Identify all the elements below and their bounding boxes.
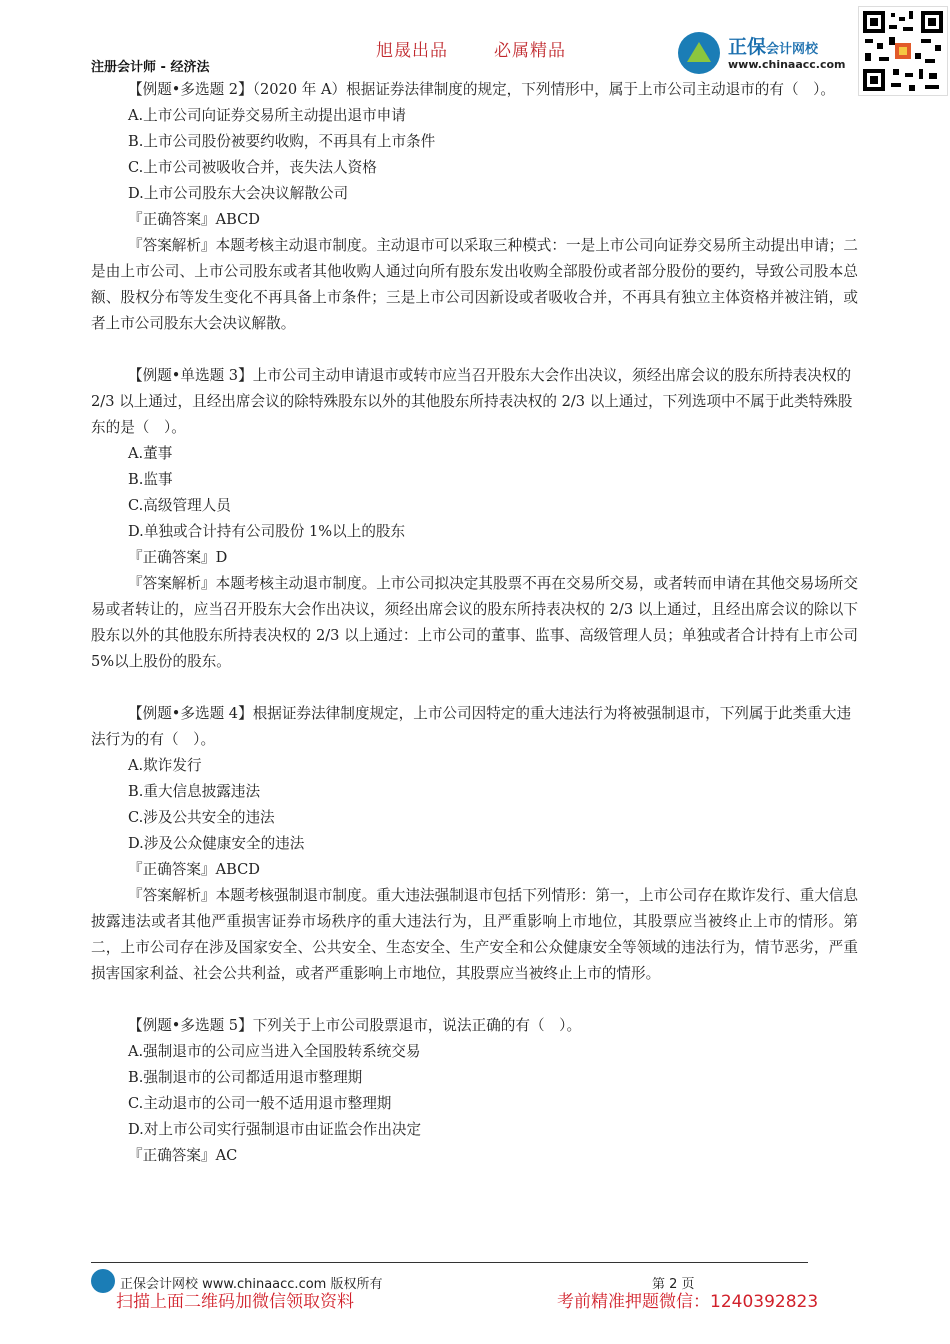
option-c: C.主动退市的公司一般不适用退市整理期 [128, 1095, 392, 1112]
footer-divider [91, 1262, 808, 1263]
answer-analysis: 『答案解析』本题考核主动退市制度。上市公司拟决定其股票不再在交易所交易，或者转而申请在其他交易场所交易或者转让的，应当召开股东大会作出决议，须经出席会议的股东所持表决权的 2/3 以上通过，且经出席会议的除以下股东以外的其他股东所持表决权的 2/3 以上通过：上市公司的董事、监事、高级管理人员；单独或者合计持有上市公司 5%以上股份的股东。 [91, 575, 858, 670]
promo-right: 必属精品 [494, 41, 566, 61]
header-promo [376, 36, 612, 61]
footer-promo-left: 扫描上面二维码加微信领取资料 [116, 1292, 354, 1312]
option-a: A.强制退市的公司应当进入全国股转系统交易 [128, 1043, 421, 1060]
footer-promo-right: 考前精准押题微信：1240392823 [557, 1292, 819, 1312]
option-a: A.董事 [128, 445, 173, 462]
logo-mark-icon [678, 32, 720, 74]
option-a: A.欺诈发行 [128, 757, 202, 774]
qr-code-icon [858, 6, 948, 96]
option-c: C.涉及公共安全的违法 [128, 809, 275, 826]
footer-logo-icon [91, 1269, 115, 1293]
document-body [91, 77, 858, 1169]
option-d: D.对上市公司实行强制退市由证监会作出决定 [128, 1121, 422, 1138]
footer-copyright: 正保会计网校 www.chinaacc.com 版权所有 [120, 1277, 383, 1292]
option-c: C.高级管理人员 [128, 497, 231, 514]
option-d: D.上市公司股东大会决议解散公司 [128, 185, 349, 202]
option-c: C.上市公司被吸收合并，丧失法人资格 [128, 159, 377, 176]
qr-caption [858, 96, 946, 101]
correct-answer: 『正确答案』AC [128, 1147, 238, 1164]
logo-url: www.chinaacc.com [728, 58, 846, 71]
page-number: 第 2 页 [652, 1277, 695, 1292]
option-b: B.监事 [128, 471, 173, 488]
option-d: D.单独或合计持有公司股份 1%以上的股东 [128, 523, 406, 540]
subject-title: 注册会计师 - 经济法 [91, 60, 210, 75]
question-stem: 【例题•多选题 5】下列关于上市公司股票退市，说法正确的有（ ）。 [128, 1017, 582, 1034]
option-b: B.重大信息披露违法 [128, 783, 261, 800]
option-b: B.强制退市的公司都适用退市整理期 [128, 1069, 363, 1086]
answer-analysis: 『答案解析』本题考核强制退市制度。重大违法强制退市包括下列情形：第一，上市公司存在欺诈发行、重大信息披露违法或者其他严重损害证券市场秩序的重大违法行为，且严重影响上市地位，其股票应当被终止上市的情形。第二，上市公司存在涉及国家安全、公共安全、生态安全、生产安全和公众健康安全等领域的违法行为，情节恶劣，严重损害国家利益、社会公共利益，或者严重影响上市地位，其股票应当被终止上市的情形。 [91, 887, 858, 982]
logo-name: 正保会计网校 [728, 36, 819, 58]
question-stem: 【例题•单选题 3】上市公司主动申请退市或转市应当召开股东大会作出决议，须经出席会议的股东所持表决权的 2/3 以上通过，且经出席会议的除特殊股东以外的其他股东所持表决权的 2/3 以上通过，下列选项中不属于此类特殊股东的是（ ）。 [91, 367, 853, 436]
option-a: A.上市公司向证券交易所主动提出退市申请 [128, 107, 406, 124]
correct-answer: 『正确答案』D [128, 549, 228, 566]
correct-answer: 『正确答案』ABCD [128, 861, 260, 878]
option-d: D.涉及公众健康安全的违法 [128, 835, 305, 852]
question-stem: 【例题•多选题 2】（2020 年 A）根据证券法律制度的规定，下列情形中，属于上市公司主动退市的有（ ）。 [128, 81, 836, 98]
answer-analysis: 『答案解析』本题考核主动退市制度。主动退市可以采取三种模式：一是上市公司向证券交易所主动提出申请；二是由上市公司、上市公司股东或者其他收购人通过向所有股东发出收购全部股份或者部分股份的要约，导致公司股本总额、股权分布等发生变化不再具备上市条件；三是上市公司因新设或者吸收合并，不再具有独立主体资格并被注销，或者上市公司股东大会决议解散。 [91, 237, 858, 332]
correct-answer: 『正确答案』ABCD [128, 211, 260, 228]
question-stem: 【例题•多选题 4】根据证券法律制度规定，上市公司因特定的重大违法行为将被强制退市，下列属于此类重大违法行为的有（ ）。 [91, 705, 852, 748]
option-b: B.上市公司股份被要约收购，不再具有上市条件 [128, 133, 436, 150]
chinaacc-logo[interactable] [678, 30, 858, 76]
promo-left: 旭晟出品 [376, 41, 448, 61]
